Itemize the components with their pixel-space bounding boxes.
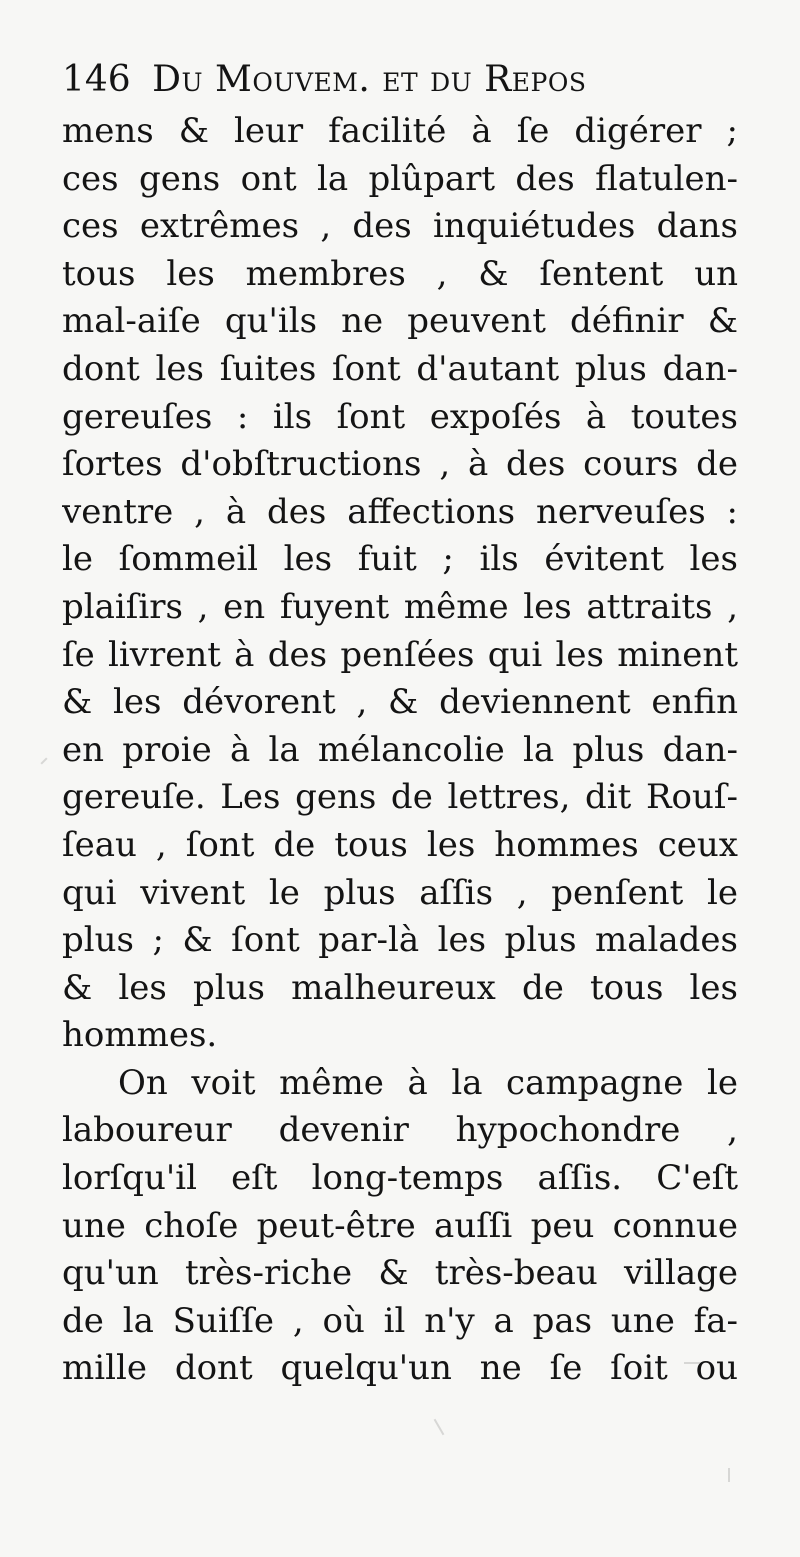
text-line: plus ; & ſont par-là les plus malades xyxy=(62,920,738,961)
text-line: mal-aiſe qu'ils ne peuvent définir & xyxy=(62,301,738,342)
text-line: ces gens ont la plûpart des flatulen- xyxy=(62,158,738,199)
text-line-paragraph-start: On voit même à la campagne le xyxy=(118,1062,738,1103)
text-line: de la Suiſſe , où il n'y a pas une fa- xyxy=(62,1300,738,1341)
text-line: lorſqu'il eſt long-temps aſſis. C'eſt xyxy=(62,1158,738,1199)
text-line: gereuſes : ils ſont expoſés à toutes xyxy=(62,396,738,437)
page-number: 146 xyxy=(62,59,131,100)
text-line: ſortes d'obſtructions , à des cours de xyxy=(62,444,738,485)
text-line: qu'un très-riche & très-beau village xyxy=(62,1253,738,1294)
text-line: qui vivent le plus aſſis , penſent le xyxy=(62,872,738,913)
text-line: en proie à la mélancolie la plus dan- xyxy=(62,729,738,770)
text-line: tous les membres , & ſentent un xyxy=(62,253,738,294)
text-line: gereuſe. Les gens de lettres, dit Rouſ- xyxy=(62,777,738,818)
text-line: dont les ſuites ſont d'autant plus dan- xyxy=(62,348,738,389)
scan-speck xyxy=(40,757,47,764)
text-line: plaiſirs , en fuyent même les attraits , xyxy=(62,586,738,627)
scan-speck xyxy=(728,1468,730,1482)
text-line: mens & leur facilité à ſe digérer ; xyxy=(62,111,738,151)
text-line: mille dont quelqu'un ne ſe ſoit ou xyxy=(62,1348,738,1389)
text-line: & les dévorent , & deviennent enfin xyxy=(62,682,738,723)
page-header xyxy=(62,52,702,108)
scan-speck xyxy=(684,1362,700,1364)
text-line-paragraph-end: hommes. xyxy=(62,1015,218,1056)
text-line: ſeau , ſont de tous les hommes ceux xyxy=(62,824,738,865)
text-line: ces extrêmes , des inquiétudes dans xyxy=(62,206,738,247)
text-line: & les plus malheureux de tous les xyxy=(62,967,738,1008)
body-text xyxy=(62,108,738,1393)
scan-speck xyxy=(434,1419,445,1436)
text-line: une choſe peut-être auſſi peu connue xyxy=(62,1205,738,1246)
text-line: ſe livrent à des penſées qui les minent xyxy=(62,634,738,675)
text-line: le ſommeil les fuit ; ils évitent les xyxy=(62,539,738,580)
text-line: laboureur devenir hypochondre , xyxy=(62,1110,738,1151)
text-line: ventre , à des affections nerveuſes : xyxy=(62,491,738,532)
running-head: Du Mouvem. et du Repos xyxy=(152,59,587,100)
